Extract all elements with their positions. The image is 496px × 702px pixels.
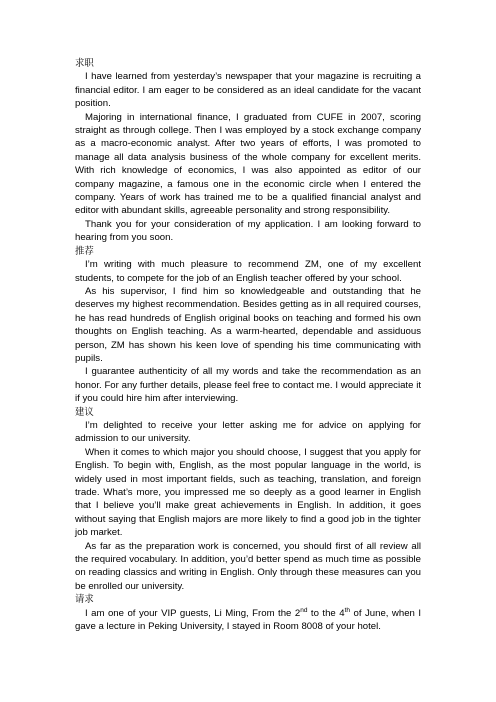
text-run: to the 4: [307, 607, 345, 619]
paragraph: I have learned from yesterday’s newspaper that your magazine is recruiting a financial editor. I am eager to be considered as an ideal candidate for the vacant position.: [75, 71, 421, 110]
ordinal-suffix: nd: [300, 606, 308, 614]
paragraph: As far as the preparation work is concerned, you should first of all review all the required vocabulary. In addition, you’d better spend as much time as possible on reading classics and writing in English. Only through these measures can you be enrolled our university.: [75, 540, 421, 592]
section-heading: 请求: [75, 594, 94, 606]
document-page: [75, 57, 421, 633]
paragraph: Majoring in international finance, I graduated from CUFE in 2007, scoring straight as through college. Then I was employed by a stock exchange company as a macro-economic analyst. After two years of efforts, I was promoted to manage all data analysis business of the whole company for excellent merits. With rich knowledge of economics, I was also appointed as editor of our company magazine, a famous one in the economic circle when I entered the company. Years of work has trained me to be a qualified financial analyst and editor with abundant skills, agreeable personality and strong responsibility.: [75, 111, 421, 217]
section-advice: [75, 406, 421, 594]
section-recommendation: [75, 245, 421, 406]
text-run: I am one of your VIP guests, Li Ming, From the 2: [85, 607, 301, 619]
ordinal-suffix: th: [344, 606, 350, 614]
paragraph: I’m delighted to receive your letter asking me for advice on applying for admission to our university.: [75, 419, 421, 445]
paragraph: When it comes to which major you should choose, I suggest that you apply for English. To begin with, English, as the most popular language in the world, is widely used in most important fields, such as teaching, translation, and foreign trade. What’s more, you impressed me so deeply as a good learner in English that I believe you’ll make great achievements in English. In addition, it goes without saying that English majors are more likely to find a good job in the tighter job market.: [75, 446, 421, 539]
section-job-application: [75, 57, 421, 245]
paragraph: I guarantee authenticity of all my words and take the recommendation as an honor. For any further details, please feel free to contact me. I would appreciate it if you could hire him after interviewing.: [75, 366, 421, 405]
text-run: of June, when I gave a lecture in Peking University, I stayed in Room 8008 of your hotel.: [75, 607, 422, 633]
section-heading: 推荐: [75, 245, 94, 257]
section-heading: 求职: [75, 58, 94, 69]
paragraph: Thank you for your consideration of my application. I am looking forward to hearing from you soon.: [75, 218, 421, 244]
section-heading: 建议: [75, 406, 94, 418]
paragraph: As his supervisor, I find him so knowledgeable and outstanding that he deserves my highest recommendation. Besides getting as in all required courses, he has read hundreds of English original books on teaching and formed his own thoughts on English teaching. As a warm-hearted, dependable and assiduous person, ZM has shown his keen love of spending his time communicating with pupils.: [75, 285, 421, 364]
section-request: [75, 593, 421, 633]
paragraph: [75, 607, 421, 634]
paragraph: I’m writing with much pleasure to recommend ZM, one of my excellent students, to compete for the job of an English teacher offered by your school.: [75, 259, 421, 284]
